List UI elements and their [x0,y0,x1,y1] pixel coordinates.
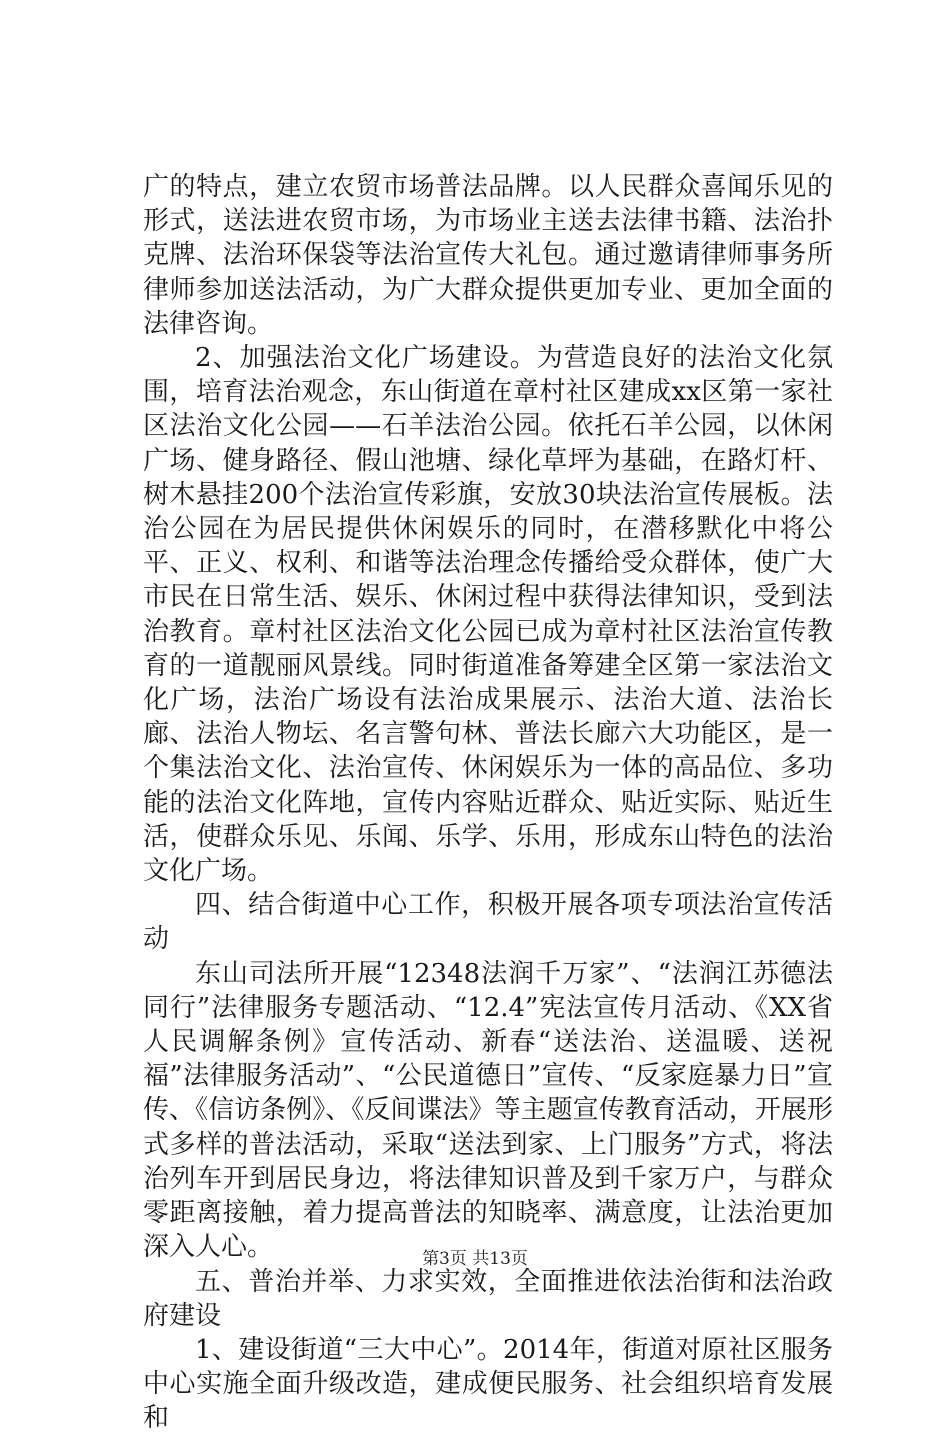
section-heading-5: 五、普治并举、力求实效，全面推进依法治街和法治政府建设 [143,1266,833,1331]
paragraph-4: 1、建设街道“三大中心”。2014年，街道对原社区服务中心实施全面升级改造，建成便民服务、社会组织培育发展和 [143,1334,833,1434]
paragraph-3: 东山司法所开展“12348法润千万家”、“法润江苏德法同行”法律服务专题活动、“12.4”宪法宣传月活动、《XX省人民调解条例》宣传活动、新春“送法治、送温暖、送祝福”法律服务活动”、“公民道德日”宣传、“反家庭暴力日”宣传、《信访条例》、《反间谍法》等主题宣传教育活动，开展形式多样的普法活动，采取“送法到家、上门服务”方式，将法治列车开到居民身边，将法律知识普及到千家万户，与群众零距离接触，着力提高普法的知晓率、满意度，让法治更加深入人心。 [143,958,833,1263]
paragraph-2: 2、加强法治文化广场建设。为营造良好的法治文化氛围，培育法治观念，东山街道在章村社区建成xx区第一家社区法治文化公园——石羊法治公园。依托石羊公园，以休闲广场、健身路径、假山池塘、绿化草坪为基础，在路灯杆、树木悬挂200个法治宣传彩旗，安放30块法治宣传展板。法治公园在为居民提供休闲娱乐的同时，在潜移默化中将公平、正义、权利、和谐等法治理念传播给受众群体，使广大市民在日常生活、娱乐、休闲过程中获得法律知识，受到法治教育。章村社区法治文化公园已成为章村社区法治宣传教育的一道靓丽风景线。同时街道准备筹建全区第一家法治文化广场，法治广场设有法治成果展示、法治大道、法治长廊、法治人物坛、名言警句林、普法长廊六大功能区，是一个集法治文化、法治宣传、休闲娱乐为一体的高品位、多功能的法治文化阵地，宣传内容贴近群众、贴近实际、贴近生活，使群众乐见、乐闻、乐学、乐用，形成东山特色的法治文化广场。 [143,343,833,887]
section-heading-4: 四、结合街道中心工作，积极开展各项专项法治宣传活动 [143,890,833,955]
paragraph-1: 广的特点，建立农贸市场普法品牌。以人民群众喜闻乐见的形式，送法进农贸市场，为市场业主送去法律书籍、法治扑克牌、法治环保袋等法治宣传大礼包。通过邀请律师事务所律师参加送法活动，为广大群众提供更加专业、更加全面的法律咨询。 [143,172,833,339]
page-footer: 第3页 共13页 [422,1249,528,1269]
